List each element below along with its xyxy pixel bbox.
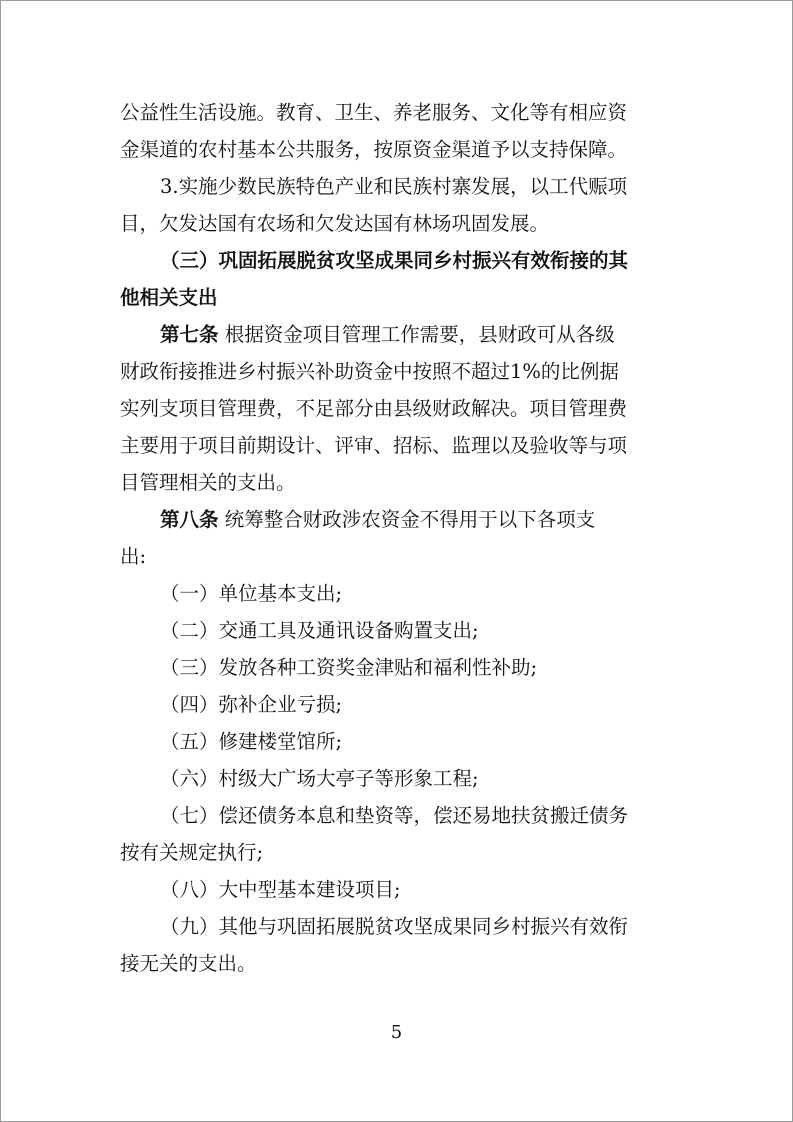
article-8-label: 第八条 (160, 508, 219, 531)
list-item: （三）发放各种工资奖金津贴和福利性补助; (160, 656, 538, 679)
list-item: （五）修建楼堂馆所; (160, 730, 343, 753)
list-item: （二）交通工具及通讯设备购置支出; (160, 619, 479, 642)
text-line: 公益性生活设施。教育、卫生、养老服务、文化等有相应资 (120, 101, 628, 124)
article-7-line (120, 316, 680, 353)
text-line: 目管理相关的支出。 (120, 471, 296, 494)
article-8-text: 统筹整合财政涉农资金不得用于以下各项支 (218, 508, 596, 531)
article-7-label: 第七条 (160, 323, 219, 346)
list-item-cont: 接无关的支出。 (120, 952, 257, 975)
text-line: 实列支项目管理费，不足部分由县级财政解决。项目管理费 (120, 397, 628, 420)
document-body (120, 94, 680, 982)
list-item: （九）其他与巩固拓展脱贫攻坚成果同乡村振兴有效衔 (160, 915, 629, 938)
section-heading: （三）巩固拓展脱贫攻坚成果同乡村振兴有效衔接的其 (160, 249, 629, 272)
list-item-cont: 按有关规定执行; (120, 841, 264, 864)
article-7-text: 根据资金项目管理工作需要，县财政可从各级 (218, 323, 615, 346)
text-line: 财政衔接推进乡村振兴补助资金中按照不超过1%的比例据 (120, 360, 619, 383)
list-item: （四）弥补企业亏损; (160, 693, 343, 716)
list-item: （一）单位基本支出; (160, 582, 343, 605)
page-number: 5 (390, 1022, 403, 1043)
list-item: （六）村级大广场大亭子等形象工程; (160, 767, 479, 790)
text-line: 出: (120, 545, 147, 568)
text-line: 金渠道的农村基本公共服务，按原资金渠道予以支持保障。 (120, 138, 628, 161)
text-line: 3.实施少数民族特色产业和民族村寨发展，以工代赈项 (160, 175, 628, 198)
section-heading-cont: 他相关支出 (120, 286, 218, 309)
article-8-line (120, 501, 680, 538)
list-item: （八）大中型基本建设项目; (160, 878, 401, 901)
text-line: 主要用于项目前期设计、评审、招标、监理以及验收等与项 (120, 434, 628, 457)
text-line: 目，欠发达国有农场和欠发达国有林场巩固发展。 (120, 212, 550, 235)
list-item: （七）偿还债务本息和垫资等，偿还易地扶贫搬迁债务 (160, 804, 629, 827)
